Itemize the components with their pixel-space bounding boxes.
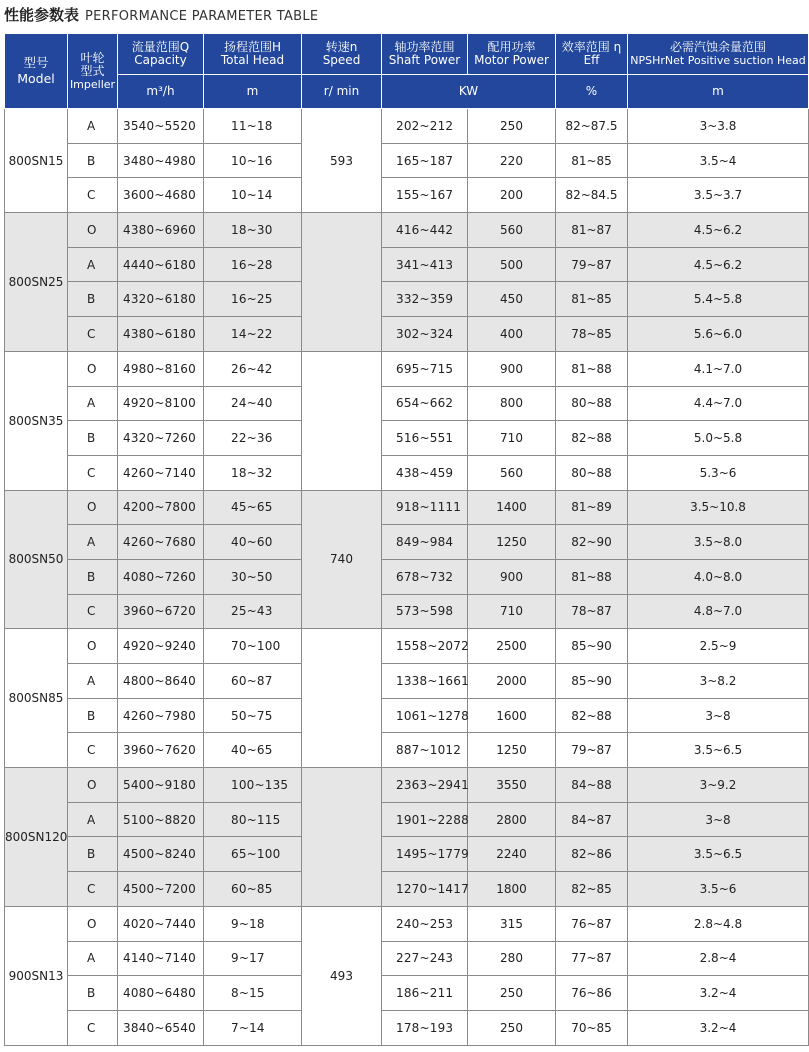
unit-head: m (204, 75, 302, 109)
header-model-cn: 型号 (23, 55, 49, 70)
capacity-cell: 3960~6720 (118, 594, 204, 629)
table-row (5, 109, 809, 144)
unit-efficiency: % (556, 75, 628, 109)
table-row (5, 386, 809, 421)
capacity-cell: 4320~7260 (118, 421, 204, 456)
efficiency-cell: 79~87 (556, 247, 628, 282)
model-cell: 800SN15 (5, 109, 68, 213)
impeller-cell: A (68, 941, 118, 976)
capacity-cell: 3480~4980 (118, 143, 204, 178)
head-cell: 16~25 (204, 282, 302, 317)
header-capacity-en: Capacity (134, 53, 187, 67)
table-row (5, 733, 809, 768)
speed-cell (302, 213, 382, 352)
table-row (5, 664, 809, 699)
capacity-cell: 4260~7980 (118, 698, 204, 733)
shaft-power-cell: 1061~1278 (382, 698, 468, 733)
model-cell: 800SN120 (5, 768, 68, 907)
motor-power-cell: 1600 (468, 698, 556, 733)
efficiency-cell: 78~85 (556, 317, 628, 352)
npsh-cell: 2.5~9 (628, 629, 809, 664)
head-cell: 16~28 (204, 247, 302, 282)
npsh-cell: 3~8.2 (628, 664, 809, 699)
table-row (5, 282, 809, 317)
impeller-cell: A (68, 664, 118, 699)
npsh-cell: 3~3.8 (628, 109, 809, 144)
capacity-cell: 4080~6480 (118, 976, 204, 1011)
shaft-power-cell: 332~359 (382, 282, 468, 317)
model-cell: 800SN85 (5, 629, 68, 768)
head-cell: 22~36 (204, 421, 302, 456)
unit-capacity: m³/h (118, 75, 204, 109)
table-body (5, 109, 809, 1046)
table-row (5, 768, 809, 803)
efficiency-cell: 82~90 (556, 525, 628, 560)
capacity-cell: 3960~7620 (118, 733, 204, 768)
efficiency-cell: 82~84.5 (556, 178, 628, 213)
head-cell: 60~87 (204, 664, 302, 699)
motor-power-cell: 2500 (468, 629, 556, 664)
efficiency-cell: 78~87 (556, 594, 628, 629)
header-eff-en: Eff (583, 53, 600, 67)
efficiency-cell: 82~85 (556, 872, 628, 907)
header-npsh (628, 34, 809, 75)
table-row (5, 941, 809, 976)
impeller-cell: B (68, 698, 118, 733)
table-row (5, 525, 809, 560)
table-row (5, 872, 809, 907)
npsh-cell: 3.2~4 (628, 1010, 809, 1045)
title-english: PERFORMANCE PARAMETER TABLE (85, 9, 319, 24)
capacity-cell: 4020~7440 (118, 906, 204, 941)
impeller-cell: O (68, 629, 118, 664)
speed-cell (302, 629, 382, 768)
table-row (5, 143, 809, 178)
head-cell: 65~100 (204, 837, 302, 872)
motor-power-cell: 2800 (468, 802, 556, 837)
shaft-power-cell: 302~324 (382, 317, 468, 352)
motor-power-cell: 2240 (468, 837, 556, 872)
efficiency-cell: 82~88 (556, 421, 628, 456)
shaft-power-cell: 516~551 (382, 421, 468, 456)
capacity-cell: 4980~8160 (118, 351, 204, 386)
npsh-cell: 2.8~4 (628, 941, 809, 976)
table-row (5, 1010, 809, 1045)
efficiency-cell: 81~88 (556, 351, 628, 386)
head-cell: 40~60 (204, 525, 302, 560)
motor-power-cell: 315 (468, 906, 556, 941)
table-header (5, 34, 809, 109)
table-row (5, 559, 809, 594)
head-cell: 9~18 (204, 906, 302, 941)
head-cell: 60~85 (204, 872, 302, 907)
capacity-cell: 4260~7680 (118, 525, 204, 560)
motor-power-cell: 1400 (468, 490, 556, 525)
header-shaft-en: Shaft Power (388, 53, 461, 67)
impeller-cell: C (68, 733, 118, 768)
npsh-cell: 5.3~6 (628, 455, 809, 490)
efficiency-cell: 81~89 (556, 490, 628, 525)
shaft-power-cell: 2363~2941 (382, 768, 468, 803)
efficiency-cell: 76~87 (556, 906, 628, 941)
npsh-cell: 3~8 (628, 802, 809, 837)
capacity-cell: 4380~6960 (118, 213, 204, 248)
speed-cell (302, 351, 382, 490)
efficiency-cell: 81~85 (556, 143, 628, 178)
head-cell: 70~100 (204, 629, 302, 664)
capacity-cell: 4800~8640 (118, 664, 204, 699)
model-cell: 800SN25 (5, 213, 68, 352)
header-capacity (118, 34, 204, 75)
table-row (5, 906, 809, 941)
table-row (5, 698, 809, 733)
table-row (5, 490, 809, 525)
npsh-cell: 3.5~6 (628, 872, 809, 907)
capacity-cell: 5400~9180 (118, 768, 204, 803)
motor-power-cell: 900 (468, 559, 556, 594)
motor-power-cell: 800 (468, 386, 556, 421)
efficiency-cell: 82~87.5 (556, 109, 628, 144)
motor-power-cell: 1250 (468, 525, 556, 560)
speed-cell: 740 (302, 490, 382, 629)
header-motor-power (468, 34, 556, 75)
npsh-cell: 3.5~8.0 (628, 525, 809, 560)
motor-power-cell: 220 (468, 143, 556, 178)
header-npsh-cn: 必需汽蚀余量范围 (669, 40, 766, 54)
impeller-cell: B (68, 837, 118, 872)
head-cell: 9~17 (204, 941, 302, 976)
efficiency-cell: 81~88 (556, 559, 628, 594)
impeller-cell: O (68, 490, 118, 525)
capacity-cell: 4140~7140 (118, 941, 204, 976)
motor-power-cell: 400 (468, 317, 556, 352)
shaft-power-cell: 918~1111 (382, 490, 468, 525)
header-model (5, 34, 68, 109)
efficiency-cell: 76~86 (556, 976, 628, 1011)
header-shaft-cn: 轴功率范围 (394, 40, 455, 54)
head-cell: 100~135 (204, 768, 302, 803)
capacity-cell: 4200~7800 (118, 490, 204, 525)
shaft-power-cell: 849~984 (382, 525, 468, 560)
impeller-cell: B (68, 282, 118, 317)
shaft-power-cell: 240~253 (382, 906, 468, 941)
shaft-power-cell: 227~243 (382, 941, 468, 976)
motor-power-cell: 710 (468, 421, 556, 456)
efficiency-cell: 81~85 (556, 282, 628, 317)
head-cell: 18~30 (204, 213, 302, 248)
efficiency-cell: 79~87 (556, 733, 628, 768)
capacity-cell: 4500~7200 (118, 872, 204, 907)
table-row (5, 247, 809, 282)
motor-power-cell: 250 (468, 109, 556, 144)
head-cell: 8~15 (204, 976, 302, 1011)
header-total-head (204, 34, 302, 75)
npsh-cell: 4.0~8.0 (628, 559, 809, 594)
head-cell: 10~16 (204, 143, 302, 178)
efficiency-cell: 80~88 (556, 455, 628, 490)
impeller-cell: B (68, 976, 118, 1011)
head-cell: 50~75 (204, 698, 302, 733)
table-row (5, 351, 809, 386)
header-impeller-en: Impeller (69, 77, 116, 91)
npsh-cell: 5.6~6.0 (628, 317, 809, 352)
shaft-power-cell: 341~413 (382, 247, 468, 282)
impeller-cell: A (68, 386, 118, 421)
efficiency-cell: 85~90 (556, 664, 628, 699)
motor-power-cell: 3550 (468, 768, 556, 803)
impeller-cell: C (68, 317, 118, 352)
npsh-cell: 3~9.2 (628, 768, 809, 803)
efficiency-cell: 84~87 (556, 802, 628, 837)
model-cell: 800SN35 (5, 351, 68, 490)
npsh-cell: 4.5~6.2 (628, 213, 809, 248)
capacity-cell: 4440~6180 (118, 247, 204, 282)
npsh-cell: 3.5~3.7 (628, 178, 809, 213)
head-cell: 18~32 (204, 455, 302, 490)
impeller-cell: A (68, 525, 118, 560)
capacity-cell: 3840~6540 (118, 1010, 204, 1045)
motor-power-cell: 1800 (468, 872, 556, 907)
capacity-cell: 4260~7140 (118, 455, 204, 490)
shaft-power-cell: 654~662 (382, 386, 468, 421)
capacity-cell: 3600~4680 (118, 178, 204, 213)
capacity-cell: 4380~6180 (118, 317, 204, 352)
header-impeller-cn: 叶轮 型式 (80, 50, 105, 78)
page-title (4, 4, 318, 26)
capacity-cell: 4320~6180 (118, 282, 204, 317)
speed-cell: 593 (302, 109, 382, 213)
header-shaft-power (382, 34, 468, 75)
efficiency-cell: 80~88 (556, 386, 628, 421)
table-row (5, 455, 809, 490)
head-cell: 45~65 (204, 490, 302, 525)
motor-power-cell: 2000 (468, 664, 556, 699)
header-eff-cn: 效率范围 η (561, 40, 622, 54)
header-model-en: Model (17, 71, 55, 86)
shaft-power-cell: 1270~1417 (382, 872, 468, 907)
npsh-cell: 4.1~7.0 (628, 351, 809, 386)
motor-power-cell: 280 (468, 941, 556, 976)
npsh-cell: 4.5~6.2 (628, 247, 809, 282)
header-motor-cn: 配用功率 (487, 40, 536, 54)
impeller-cell: O (68, 906, 118, 941)
npsh-cell: 5.0~5.8 (628, 421, 809, 456)
shaft-power-cell: 1338~1661 (382, 664, 468, 699)
capacity-cell: 4920~9240 (118, 629, 204, 664)
head-cell: 26~42 (204, 351, 302, 386)
impeller-cell: C (68, 594, 118, 629)
header-npsh-en: NPSHrNet Positive suction Head (630, 54, 806, 67)
table-row (5, 976, 809, 1011)
shaft-power-cell: 165~187 (382, 143, 468, 178)
efficiency-cell: 84~88 (556, 768, 628, 803)
npsh-cell: 3~8 (628, 698, 809, 733)
motor-power-cell: 250 (468, 976, 556, 1011)
table-row (5, 178, 809, 213)
shaft-power-cell: 202~212 (382, 109, 468, 144)
motor-power-cell: 500 (468, 247, 556, 282)
performance-table (4, 33, 809, 1046)
impeller-cell: C (68, 872, 118, 907)
head-cell: 14~22 (204, 317, 302, 352)
header-speed-cn: 转速n (325, 40, 358, 54)
unit-npsh: m (628, 75, 809, 109)
npsh-cell: 3.5~6.5 (628, 837, 809, 872)
speed-cell (302, 768, 382, 907)
npsh-cell: 3.5~10.8 (628, 490, 809, 525)
capacity-cell: 3540~5520 (118, 109, 204, 144)
head-cell: 25~43 (204, 594, 302, 629)
title-chinese: 性能参数表 (4, 6, 80, 24)
speed-cell: 493 (302, 906, 382, 1045)
efficiency-cell: 70~85 (556, 1010, 628, 1045)
impeller-cell: C (68, 178, 118, 213)
motor-power-cell: 250 (468, 1010, 556, 1045)
efficiency-cell: 85~90 (556, 629, 628, 664)
npsh-cell: 5.4~5.8 (628, 282, 809, 317)
efficiency-cell: 82~88 (556, 698, 628, 733)
motor-power-cell: 450 (468, 282, 556, 317)
motor-power-cell: 900 (468, 351, 556, 386)
head-cell: 10~14 (204, 178, 302, 213)
shaft-power-cell: 695~715 (382, 351, 468, 386)
header-head-en: Total Head (220, 53, 285, 67)
header-speed-en: Speed (322, 53, 361, 67)
npsh-cell: 3.2~4 (628, 976, 809, 1011)
unit-power: KW (382, 75, 556, 109)
npsh-cell: 3.5~6.5 (628, 733, 809, 768)
table-row (5, 837, 809, 872)
table-row (5, 802, 809, 837)
shaft-power-cell: 887~1012 (382, 733, 468, 768)
capacity-cell: 4920~8100 (118, 386, 204, 421)
motor-power-cell: 1250 (468, 733, 556, 768)
efficiency-cell: 77~87 (556, 941, 628, 976)
motor-power-cell: 200 (468, 178, 556, 213)
head-cell: 30~50 (204, 559, 302, 594)
shaft-power-cell: 178~193 (382, 1010, 468, 1045)
header-head-cn: 扬程范围H (223, 40, 282, 54)
header-motor-en: Motor Power (474, 53, 549, 67)
header-efficiency (556, 34, 628, 75)
model-cell: 800SN50 (5, 490, 68, 629)
shaft-power-cell: 1901~2288 (382, 802, 468, 837)
head-cell: 7~14 (204, 1010, 302, 1045)
head-cell: 11~18 (204, 109, 302, 144)
table-row (5, 421, 809, 456)
head-cell: 40~65 (204, 733, 302, 768)
efficiency-cell: 81~87 (556, 213, 628, 248)
shaft-power-cell: 1495~1779 (382, 837, 468, 872)
head-cell: 24~40 (204, 386, 302, 421)
impeller-cell: C (68, 455, 118, 490)
npsh-cell: 2.8~4.8 (628, 906, 809, 941)
header-impeller (68, 34, 118, 109)
shaft-power-cell: 438~459 (382, 455, 468, 490)
table-row (5, 629, 809, 664)
shaft-power-cell: 678~732 (382, 559, 468, 594)
impeller-cell: A (68, 802, 118, 837)
impeller-cell: A (68, 247, 118, 282)
model-cell: 900SN13 (5, 906, 68, 1045)
npsh-cell: 3.5~4 (628, 143, 809, 178)
npsh-cell: 4.4~7.0 (628, 386, 809, 421)
impeller-cell: B (68, 143, 118, 178)
shaft-power-cell: 573~598 (382, 594, 468, 629)
motor-power-cell: 710 (468, 594, 556, 629)
npsh-cell: 4.8~7.0 (628, 594, 809, 629)
motor-power-cell: 560 (468, 213, 556, 248)
impeller-cell: B (68, 559, 118, 594)
shaft-power-cell: 155~167 (382, 178, 468, 213)
header-capacity-cn: 流量范围Q (131, 40, 190, 54)
table-row (5, 213, 809, 248)
capacity-cell: 5100~8820 (118, 802, 204, 837)
impeller-cell: C (68, 1010, 118, 1045)
motor-power-cell: 560 (468, 455, 556, 490)
table-row (5, 594, 809, 629)
efficiency-cell: 82~86 (556, 837, 628, 872)
impeller-cell: O (68, 213, 118, 248)
capacity-cell: 4080~7260 (118, 559, 204, 594)
shaft-power-cell: 1558~2072 (382, 629, 468, 664)
capacity-cell: 4500~8240 (118, 837, 204, 872)
impeller-cell: B (68, 421, 118, 456)
impeller-cell: O (68, 768, 118, 803)
table-row (5, 317, 809, 352)
impeller-cell: O (68, 351, 118, 386)
header-speed (302, 34, 382, 75)
impeller-cell: A (68, 109, 118, 144)
shaft-power-cell: 186~211 (382, 976, 468, 1011)
shaft-power-cell: 416~442 (382, 213, 468, 248)
unit-speed: r/ min (302, 75, 382, 109)
head-cell: 80~115 (204, 802, 302, 837)
